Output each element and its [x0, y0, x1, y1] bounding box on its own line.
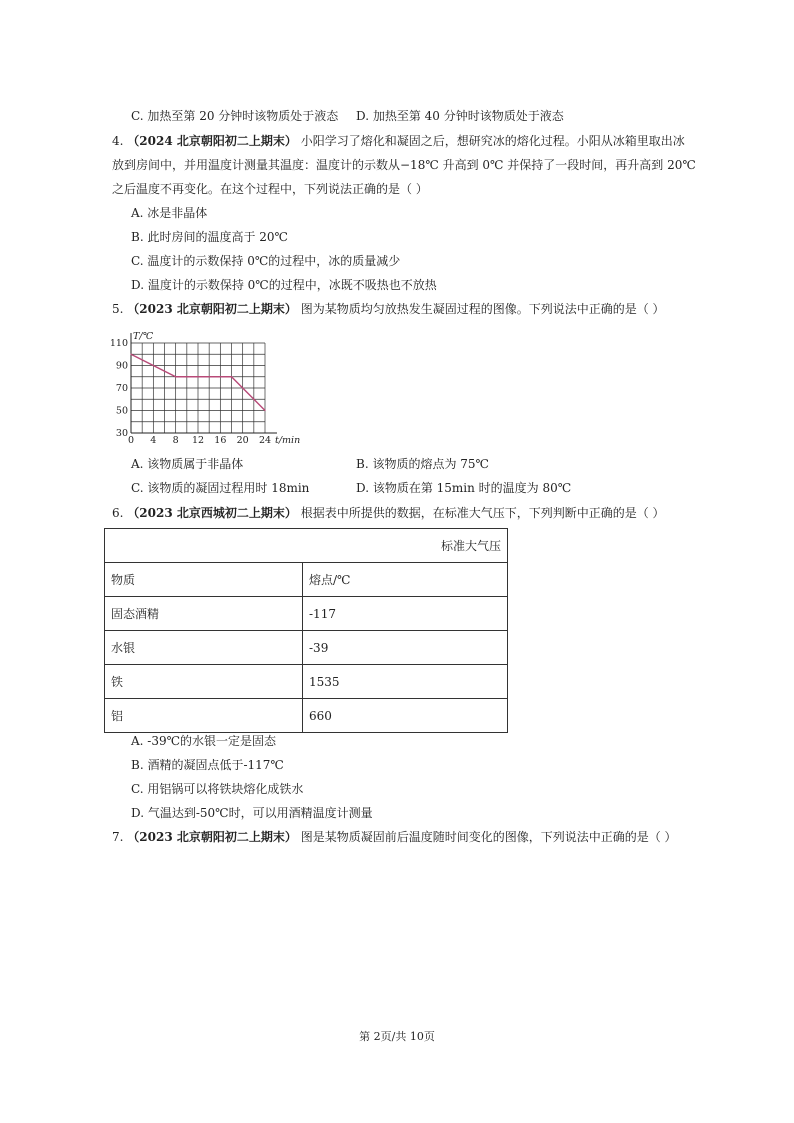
- q6-text: 根据表中所提供的数据，在标准大气压下，下列判断中正确的是（ ）: [300, 506, 665, 520]
- q4-stem-line1: [112, 133, 685, 149]
- table-row: [105, 665, 508, 699]
- table-row: [105, 699, 508, 733]
- x-tick-label: 0: [127, 435, 135, 446]
- y-axis-label: T/℃: [133, 331, 154, 342]
- x-tick-label: 4: [150, 435, 157, 446]
- melting-point-table: [104, 528, 508, 733]
- q4-option-c: C. 温度计的示数保持 0℃的过程中，冰的质量减少: [131, 254, 401, 268]
- x-axis-label: t/min: [275, 435, 301, 446]
- data-point: [130, 354, 131, 355]
- q5-option-a: A. 该物质属于非晶体: [131, 457, 244, 471]
- y-tick-label: 90: [115, 360, 128, 372]
- x-tick-label: 20: [236, 435, 249, 446]
- table-header-substance: 物质: [105, 563, 303, 597]
- q5-text: 图为某物质均匀放热发生凝固过程的图像。下列说法中正确的是（ ）: [300, 302, 665, 316]
- q4-option-b: B. 此时房间的温度高于 20℃: [131, 230, 288, 244]
- x-tick-label: 16: [214, 435, 227, 446]
- y-tick-label: 110: [109, 338, 128, 349]
- x-tick-label: 8: [172, 435, 179, 446]
- table-cell-melting-point: 660: [303, 699, 508, 733]
- temperature-time-chart: [109, 323, 312, 451]
- q5-option-d: D. 该物质在第 15min 时的温度为 80℃: [356, 481, 572, 495]
- q3-option-d: D. 加热至第 40 分钟时该物质处于液态: [356, 109, 564, 123]
- q4-option-d: D. 温度计的示数保持 0℃的过程中，冰既不吸热也不放热: [131, 278, 437, 292]
- y-tick-label: 50: [115, 405, 128, 417]
- q4-number: 4.: [112, 134, 124, 148]
- q7-number: 7.: [112, 830, 124, 844]
- q3-option-c: C. 加热至第 20 分钟时该物质处于液态: [131, 109, 339, 123]
- x-tick-label: 24: [258, 435, 272, 446]
- y-tick-label: 70: [115, 383, 128, 394]
- q5-option-b: B. 该物质的熔点为 75℃: [356, 457, 489, 471]
- table-cell-substance: 水银: [105, 631, 303, 665]
- y-tick-label: 30: [115, 428, 128, 439]
- q5-number: 5.: [112, 302, 124, 316]
- q6-option-d: D. 气温达到-50℃时，可以用酒精温度计测量: [131, 806, 373, 820]
- table-cell-substance: 固态酒精: [105, 597, 303, 631]
- q5-source: （2023 北京朝阳初二上期末）: [127, 302, 297, 316]
- data-point: [264, 410, 265, 411]
- q7-source: （2023 北京朝阳初二上期末）: [127, 830, 297, 844]
- table-caption: 标准大气压: [105, 529, 508, 563]
- table-cell-melting-point: -39: [303, 631, 508, 665]
- q4-stem-line2: 放到房间中，并用温度计测量其温度：温度计的示数从−18℃ 升高到 0℃ 并保持了一段时间，再升高到 20℃: [112, 158, 696, 172]
- table-row: [105, 631, 508, 665]
- x-tick-label: 12: [191, 435, 205, 446]
- q7-text: 图是某物质凝固前后温度随时间变化的图像，下列说法中正确的是（ ）: [300, 830, 677, 844]
- data-point: [175, 376, 176, 377]
- q5-stem: [112, 301, 665, 317]
- table-header-melting-point: 熔点/℃: [303, 563, 508, 597]
- q6-option-c: C. 用铝锅可以将铁块熔化成铁水: [131, 782, 304, 796]
- q5-option-c: C. 该物质的凝固过程用时 18min: [131, 481, 310, 495]
- table-cell-melting-point: 1535: [303, 665, 508, 699]
- table-caption-row: [105, 529, 508, 563]
- table-row: [105, 597, 508, 631]
- q7-stem: [112, 829, 677, 845]
- table-cell-substance: 铝: [105, 699, 303, 733]
- q6-stem: [112, 505, 665, 521]
- q6-number: 6.: [112, 506, 124, 520]
- q6-option-b: B. 酒精的凝固点低于-117℃: [131, 758, 284, 772]
- q4-source: （2024 北京朝阳初二上期末）: [127, 134, 297, 148]
- q6-option-a: A. -39℃的水银一定是固态: [131, 734, 277, 748]
- table-cell-substance: 铁: [105, 665, 303, 699]
- q4-stem-line3: 之后温度不再变化。在这个过程中，下列说法正确的是（ ）: [112, 182, 428, 196]
- q6-source: （2023 北京西城初二上期末）: [127, 506, 297, 520]
- table-header-row: [105, 563, 508, 597]
- table-cell-melting-point: -117: [303, 597, 508, 631]
- page-footer: 第 2页/共 10页: [359, 1030, 435, 1043]
- q4-option-a: A. 冰是非晶体: [131, 206, 208, 220]
- data-point: [231, 376, 232, 377]
- q4-text: 小阳学习了熔化和凝固之后，想研究冰的熔化过程。小阳从冰箱里取出冰: [300, 134, 685, 148]
